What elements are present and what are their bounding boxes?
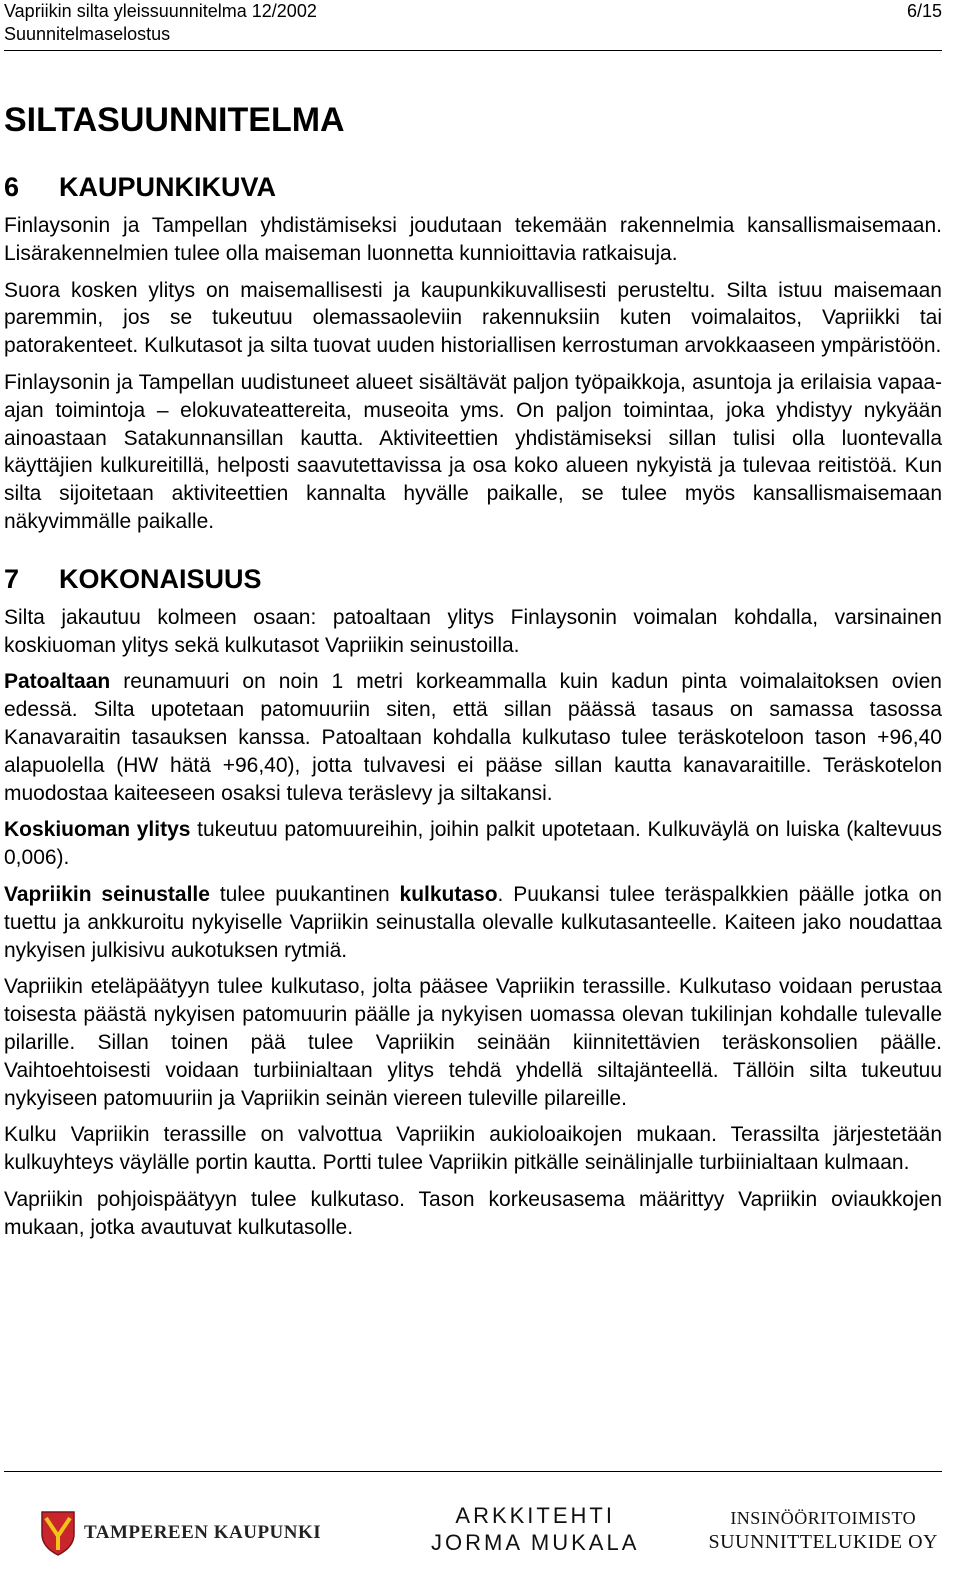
paragraph: Vapriikin eteläpäätyyn tulee kulkutaso, jolta pääsee Vapriikin terassille. Kulkutaso voidaan perustaa toisesta päästä nykyisen patomuurin päälle ja nykyisen uomassa olevan tukilinjan kohdalle tulevalle pilarille. Sillan toinen pää tulee Vapriikin seinään kiinnitettävien teräskonsolien päälle. Vaihtoehtoisesti voidaan turbiinialtaan ylitys tehdä yhdellä siltajänteellä. Tällöin silta tukeutuu nykyiseen patomuuriin ja Vapriikin seinän viereen tuleville pilareille. xyxy=(4,975,942,1110)
bold-term: Vapriikin seinustalle xyxy=(4,882,210,906)
tampere-coat-of-arms-icon xyxy=(40,1510,76,1556)
document-type: Suunnitelmaselostus xyxy=(4,24,171,44)
paragraph-text: . Puukansi tulee teräspalkkien päälle jotka on tuettu ja ankkuroitu nykyiselle Vapriikin seinustalla olevalle kulkutasanteelle. Kaiteen jako noudattaa nykyisen julkisivu aukotuksen rytmiä. xyxy=(4,882,942,962)
section-number: 6 xyxy=(4,172,20,202)
bold-term: kulkutaso xyxy=(399,882,498,906)
architect-logo xyxy=(431,1502,639,1556)
logo-line: ARKKITEHTI xyxy=(455,1503,615,1528)
page-content xyxy=(4,96,942,1251)
main-title: SILTASUUNNITELMA xyxy=(4,101,345,139)
page-number: 6/15 xyxy=(906,1,942,21)
paragraph-text: reunamuuri on noin 1 metri korkeammalla kuin kadun pinta voimalaitoksen ovien edessä. Silta upotetaan patomuuriin siten, että sillan päässä tasaus on samassa tasossa Kanavaraitin tasauksen kanssa. Patoaltaan kohdalla kulkutaso tulee teräskoteloon tason +96,40 alapuolella (HW hätä +96,40), jotta tulvavesi ei pääse sillan kautta kanavaraitille. Teräskotelon muodostaa kaiteeseen osaksi tuleva teräslevy ja siltakansi. xyxy=(4,670,942,805)
logo-line: JORMA MUKALA xyxy=(431,1530,640,1555)
section-number: 7 xyxy=(4,563,20,594)
logo-line: SUUNNITTELUKIDE OY xyxy=(708,1531,938,1553)
header-line-1 xyxy=(4,0,942,23)
section-heading-7 xyxy=(4,562,942,596)
section-title: KOKONAISUUS xyxy=(59,563,262,594)
section-title: KAUPUNKIKUVA xyxy=(59,172,277,202)
paragraph: Finlaysonin ja Tampellan uudistuneet alueet sisältävät paljon työpaikkoja, asuntoja ja erilaisia vapaa-ajan toimintoja – elokuvateattereita, museoita yms. On paljon toimintaa, joka yhdistyy nykyään ainoastaan Satakunnansillan kautta. Aktiviteettien yhdistämiseksi sillan tulisi olla luontevalla käyttäjien kulkureitillä, helposti saavutettavissa ja osa koko alueen nykyistä ja tulevaa reitistöä. Kun silta sijoitetaan aktiviteettien kannalta hyvälle paikalle, se tulee myös kansallismaisemaan näkyvimmälle paikalle. xyxy=(4,370,942,533)
bold-term: Koskiuoman ylitys xyxy=(4,818,191,842)
paragraph: Finlaysonin ja Tampellan yhdistämiseksi joudutaan tekemään rakennelmia kansallismaisemaan. Lisärakennelmien tulee olla maiseman luonnetta kunnioittavia ratkaisuja. xyxy=(4,214,942,265)
logo-text: TAMPEREEN KAUPUNKI xyxy=(84,1522,322,1543)
section-heading-6 xyxy=(4,170,942,204)
document-title: Vapriikin silta yleissuunnitelma 12/2002 xyxy=(4,1,317,21)
paragraph: Kulku Vapriikin terassille on valvottua Vapriikin aukioloaikojen mukaan. Terassilta järjestetään kulkuyhteys väylälle portin kautta. Portti tulee Vapriikin pitkälle seinälinjalle turbiinialtaan kulmaan. xyxy=(4,1123,942,1175)
engineering-logo xyxy=(708,1506,938,1554)
page-footer xyxy=(4,1471,942,1592)
paragraph xyxy=(4,816,942,872)
paragraph: Silta jakautuu kolmeen osaan: patoaltaan ylitys Finlaysonin voimalan kohdalla, varsinainen koskiuoman ylitys sekä kulkutasot Vapriikin seinustoilla. xyxy=(4,605,942,657)
paragraph-text: tukeutuu patomuureihin, joihin palkit upotetaan. Kulkuväylä on luiska (kaltevuus 0,006). xyxy=(4,818,942,870)
logo-line: INSINÖÖRITOIMISTO xyxy=(730,1508,917,1528)
paragraph-text: tulee puukantinen xyxy=(209,882,400,906)
paragraph: Vapriikin pohjoispäätyyn tulee kulkutaso. Tason korkeusasema määrittyy Vapriikin oviaukkojen mukaan, jotka avautuvat kulkutasolle. xyxy=(4,1187,942,1239)
tampere-logo xyxy=(40,1510,321,1556)
paragraph xyxy=(4,668,942,807)
page-header xyxy=(4,0,942,51)
bold-term: Patoaltaan xyxy=(4,670,111,694)
paragraph: Suora kosken ylitys on maisemallisesti ja kaupunkikuvallisesti perusteltu. Silta istuu maisemaan paremmin, jos se tukeutuu olemassaoleviin rakennuksiin kuten voimalaitos, Vapriikki tai patorakenteet. Kulkutasot ja silta tuovat uuden historiallisen kerrostuman arvokkaaseen ympäristöön. xyxy=(4,278,942,358)
paragraph xyxy=(4,881,942,964)
